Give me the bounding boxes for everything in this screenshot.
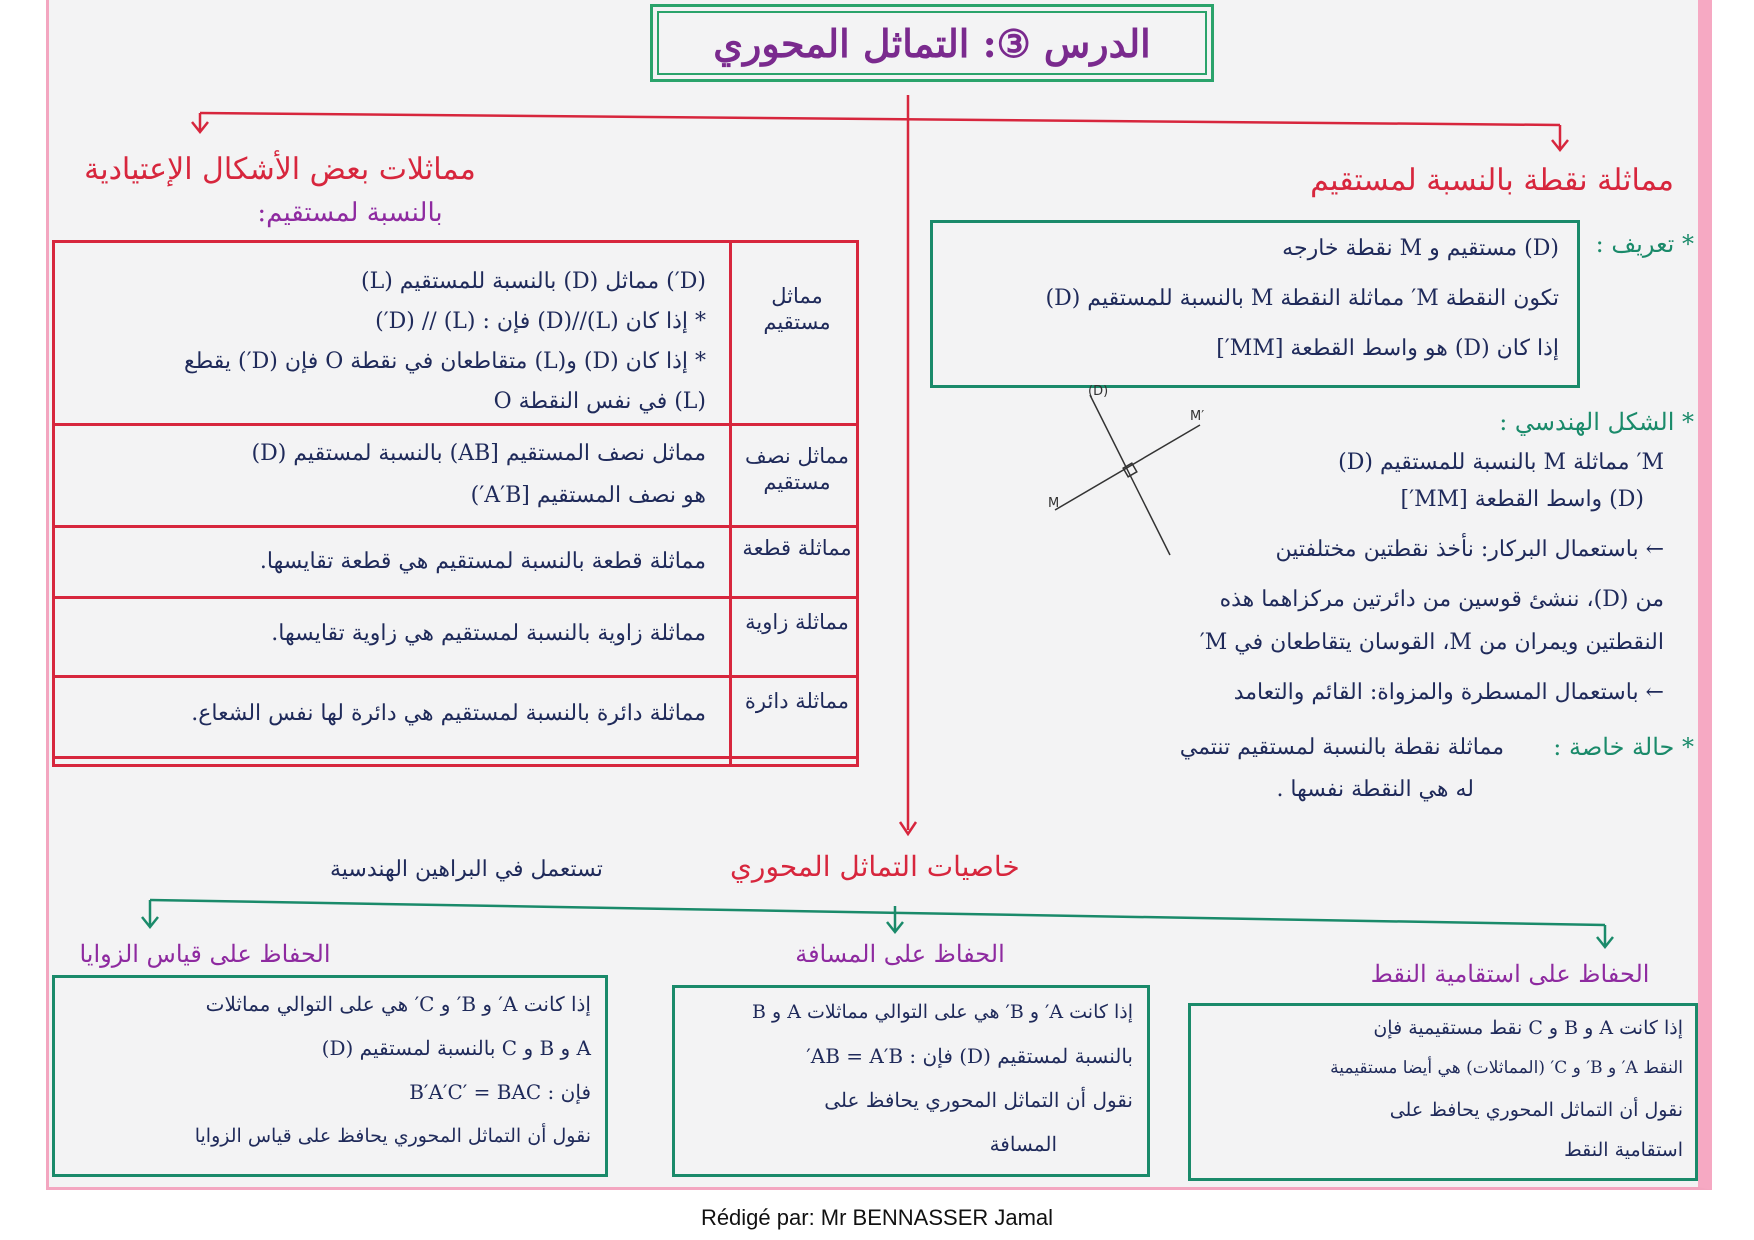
row-header-angle: مماثلة زاوية	[745, 610, 849, 634]
property-line: بالنسبة لمستقيم (D) فإن : AB = A′B′	[806, 1044, 1133, 1068]
property-title-collinearity: الحفاظ على استقامية النقط	[1370, 960, 1650, 988]
row-header-circle: مماثلة دائرة	[744, 689, 850, 713]
table-cell-line: هو نصف المستقيم [A′B′)	[470, 483, 706, 508]
definition-box	[930, 220, 1580, 388]
property-line: نقول أن التماثل المحوري يحافظ على	[1389, 1099, 1683, 1121]
property-title-angles: الحفاظ على قياس الزوايا	[79, 940, 331, 968]
figure-label: * الشكل الهندسي :	[1499, 408, 1694, 436]
table-cell-line: مماثلة زاوية بالنسبة لمستقيم هي زاوية تقايسها.	[271, 621, 706, 646]
row-header-line: مماثل مستقيم	[763, 284, 831, 334]
footer-credit: Rédigé par: Mr BENNASSER Jamal	[700, 1205, 1054, 1230]
property-line: نقول أن التماثل المحوري يحافظ على قياس الزوايا	[194, 1125, 591, 1147]
page-title: الدرس ③: التماثل المحوري	[713, 21, 1151, 66]
table-cell-line: * إذا كان (L)//(D) فإن : (L) // (D′)	[375, 309, 706, 334]
definition-line: إذا كان (D) هو واسط القطعة [MM′]	[1216, 336, 1559, 361]
property-line: المسافة	[989, 1132, 1057, 1156]
title-box	[650, 4, 1214, 82]
row-header-half-line: مماثل نصف مستقيم	[744, 444, 849, 494]
special-case-line: مماثلة نقطة بالنسبة لمستقيم تنتمي	[1179, 735, 1504, 760]
properties-note: تستعمل في البراهين الهندسية	[330, 857, 603, 882]
construction-line: النقطتين ويمران من M، القوسان يتقاطعان في M′	[1199, 630, 1664, 655]
property-line: فإن : B′A′C′ = BAC	[409, 1080, 591, 1104]
table-cell-line: مماثلة قطعة بالنسبة لمستقيم هي قطعة تقايسها.	[259, 549, 706, 574]
property-line: A و B و C بالنسبة لمستقيم (D)	[321, 1036, 591, 1060]
table-cell-line: (L) في نفس النقطة O	[493, 389, 706, 414]
definition-line: تكون النقطة M′ مماثلة النقطة M بالنسبة للمستقيم (D)	[1045, 286, 1559, 311]
left-section-subheading: بالنسبة لمستقيم:	[257, 198, 443, 228]
property-title-distance: الحفاظ على المسافة	[795, 940, 1005, 968]
property-line: إذا كانت A′ و B′ و C′ هي على التوالي مماثلات	[205, 992, 591, 1016]
figure-point-m-prime: M′	[1190, 409, 1205, 424]
shapes-symmetry-table	[52, 240, 859, 767]
construction-line: من (D)، ننشئ قوسين من دائرتين مركزاهما هذه	[1219, 587, 1664, 612]
special-case-label: * حالة خاصة :	[1553, 733, 1694, 761]
left-section-heading: مماثلات بعض الأشكال الإعتيادية	[84, 152, 476, 187]
figure-point-m: M	[1048, 496, 1060, 511]
property-line: استقامية النقط	[1564, 1139, 1683, 1161]
row-header-segment: مماثلة قطعة	[742, 536, 852, 560]
figure-line: (D) واسط القطعة [MM′]	[1400, 487, 1644, 512]
right-section-heading: مماثلة نقطة بالنسبة لمستقيم	[1310, 163, 1674, 198]
property-box-collinearity	[1188, 1003, 1698, 1181]
definition-line: (D) مستقيم و M نقطة خارجه	[1282, 236, 1559, 261]
table-cell-line: (D′) مماثل (D) بالنسبة للمستقيم (L)	[361, 269, 706, 294]
definition-label: * تعريف :	[1595, 230, 1694, 258]
property-line: نقول أن التماثل المحوري يحافظ على	[824, 1088, 1133, 1112]
property-line: إذا كانت A و B و C نقط مستقيمية فإن	[1373, 1017, 1683, 1039]
figure-line-label: (D)	[1088, 385, 1109, 399]
property-box-angles	[52, 975, 608, 1177]
construction-line: ← باستعمال المسطرة والمزواة: القائم والتعامد	[1233, 680, 1664, 705]
table-cell-line: * إذا كان (D) و(L) متقاطعان في نقطة O فإن (D′) يقطع	[184, 349, 706, 374]
table-cell-line: مماثلة دائرة بالنسبة لمستقيم هي دائرة لها نفس الشعاع.	[191, 701, 706, 726]
figure-line: M′ مماثلة M بالنسبة للمستقيم (D)	[1338, 450, 1664, 475]
table-cell-line: مماثل نصف المستقيم [AB) بالنسبة لمستقيم (D)	[251, 441, 706, 466]
symmetry-figure	[1040, 385, 1220, 565]
property-line: النقط A′ و B′ و C′ (المماثلات) هي أيضا مستقيمية	[1330, 1058, 1683, 1078]
property-line: إذا كانت A′ و B′ هي على التوالي مماثلات A و B	[752, 1001, 1133, 1023]
properties-heading: خاصيات التماثل المحوري	[730, 850, 1020, 883]
special-case-line: له هي النقطة نفسها .	[1276, 777, 1474, 802]
property-box-distance	[672, 985, 1150, 1177]
construction-line: ← باستعمال البركار: نأخذ نقطتين مختلفتين	[1275, 537, 1664, 562]
